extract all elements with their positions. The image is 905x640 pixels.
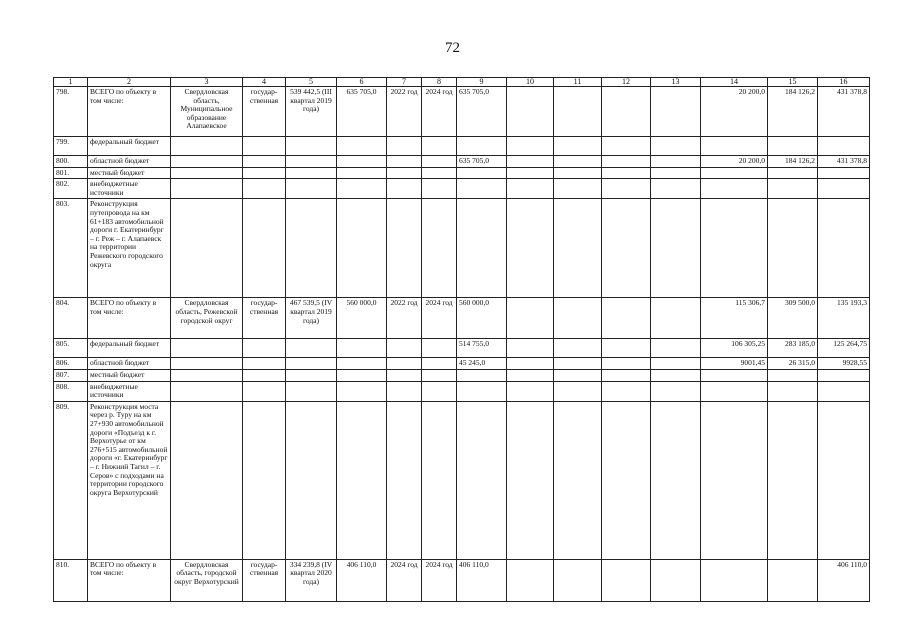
table-cell — [651, 381, 701, 401]
table-cell: 20 200,0 — [701, 156, 768, 168]
table-cell — [171, 156, 243, 168]
column-number: 13 — [651, 78, 701, 87]
table-cell — [554, 199, 602, 298]
table-cell — [422, 167, 457, 179]
table-cell — [243, 358, 286, 370]
table-cell — [457, 137, 507, 156]
table-cell — [286, 137, 337, 156]
table-cell: 2022 год — [387, 298, 422, 339]
table-cell — [818, 179, 870, 199]
table-cell — [651, 559, 701, 601]
table-cell — [651, 199, 701, 298]
table-cell — [651, 369, 701, 381]
column-number: 3 — [171, 78, 243, 87]
table-cell — [651, 339, 701, 358]
table-cell — [171, 199, 243, 298]
table-cell — [554, 179, 602, 199]
table-cell: государ-ственная — [243, 87, 286, 137]
table-cell: 467 539,5 (IV квартал 2019 года) — [286, 298, 337, 339]
table-cell — [507, 339, 554, 358]
table-cell — [507, 179, 554, 199]
table-cell: 798. — [54, 87, 88, 137]
table-cell — [507, 156, 554, 168]
column-number: 1 — [54, 78, 88, 87]
table-cell — [286, 401, 337, 559]
table-cell — [387, 358, 422, 370]
table-cell — [818, 369, 870, 381]
table-cell — [651, 401, 701, 559]
table-cell: местный бюджет — [88, 167, 171, 179]
table-cell: 309 500,0 — [768, 298, 818, 339]
table-cell: Свердловская область, городской округ Верхотурский — [171, 559, 243, 601]
table-cell — [602, 369, 651, 381]
table-cell: 184 126,2 — [768, 87, 818, 137]
table-cell: Свердловская область, Режевской городской округ — [171, 298, 243, 339]
table-cell — [554, 87, 602, 137]
table-cell — [422, 179, 457, 199]
table-cell: 2024 год — [422, 559, 457, 601]
table-cell: 809. — [54, 401, 88, 559]
table-cell — [651, 179, 701, 199]
column-number: 8 — [422, 78, 457, 87]
table-cell — [818, 381, 870, 401]
table-cell — [286, 199, 337, 298]
table-cell: 803. — [54, 199, 88, 298]
column-number: 9 — [457, 78, 507, 87]
column-number: 10 — [507, 78, 554, 87]
table-cell — [554, 358, 602, 370]
table-cell — [422, 339, 457, 358]
table-cell — [286, 381, 337, 401]
table-cell: ВСЕГО по объекту в том числе: — [88, 559, 171, 601]
table-cell — [337, 199, 387, 298]
table-cell — [602, 137, 651, 156]
table-cell — [602, 87, 651, 137]
table-cell: ВСЕГО по объекту в том числе: — [88, 87, 171, 137]
table-cell — [337, 137, 387, 156]
table-cell — [651, 298, 701, 339]
table-row — [54, 401, 870, 559]
table-cell — [701, 369, 768, 381]
table-cell — [602, 167, 651, 179]
table-cell: 805. — [54, 339, 88, 358]
table-cell — [387, 179, 422, 199]
table-cell — [243, 199, 286, 298]
table-cell — [243, 401, 286, 559]
table-cell — [507, 559, 554, 601]
table-cell — [651, 87, 701, 137]
table-cell — [554, 339, 602, 358]
table-cell — [818, 167, 870, 179]
table-cell — [602, 156, 651, 168]
table-cell — [171, 137, 243, 156]
table-cell: 20 200,0 — [701, 87, 768, 137]
table-cell: 635 705,0 — [457, 156, 507, 168]
table-cell — [507, 358, 554, 370]
column-number-row — [54, 78, 870, 87]
table-cell — [701, 167, 768, 179]
table-cell — [768, 369, 818, 381]
table-cell: 135 193,3 — [818, 298, 870, 339]
table-cell: 799. — [54, 137, 88, 156]
table-cell — [286, 156, 337, 168]
column-number: 5 — [286, 78, 337, 87]
table-cell — [651, 156, 701, 168]
table-cell — [171, 167, 243, 179]
table-cell: 802. — [54, 179, 88, 199]
table-cell — [286, 167, 337, 179]
table-cell — [507, 199, 554, 298]
table-cell: государ-ственная — [243, 298, 286, 339]
table-cell — [554, 369, 602, 381]
table-cell — [602, 559, 651, 601]
column-number: 16 — [818, 78, 870, 87]
table-cell — [768, 199, 818, 298]
table-cell — [337, 179, 387, 199]
table-cell: 2022 год — [387, 87, 422, 137]
table-cell — [171, 401, 243, 559]
table-cell: 807. — [54, 369, 88, 381]
table-cell: 26 315,0 — [768, 358, 818, 370]
column-number: 15 — [768, 78, 818, 87]
table-cell — [602, 298, 651, 339]
table-cell — [243, 167, 286, 179]
table-cell — [602, 358, 651, 370]
table-cell — [286, 339, 337, 358]
table-cell — [171, 381, 243, 401]
table-cell — [422, 156, 457, 168]
table-cell — [337, 369, 387, 381]
table-cell — [818, 401, 870, 559]
table-cell: 804. — [54, 298, 88, 339]
table-cell: 635 705,0 — [337, 87, 387, 137]
table-cell — [651, 358, 701, 370]
table-cell — [457, 179, 507, 199]
table-cell: 2024 год — [422, 298, 457, 339]
table-row — [54, 137, 870, 156]
column-number: 6 — [337, 78, 387, 87]
table-row — [54, 167, 870, 179]
investment-table — [53, 77, 870, 602]
table-cell — [507, 137, 554, 156]
column-number: 14 — [701, 78, 768, 87]
table-cell: 808. — [54, 381, 88, 401]
table-row — [54, 179, 870, 199]
table-cell: 810. — [54, 559, 88, 601]
table-cell: 125 264,75 — [818, 339, 870, 358]
table-cell: 406 110,0 — [337, 559, 387, 601]
table-cell — [507, 167, 554, 179]
table-cell: областной бюджет — [88, 358, 171, 370]
table-cell: 431 378,8 — [818, 87, 870, 137]
table-cell — [507, 381, 554, 401]
column-number: 12 — [602, 78, 651, 87]
table-cell: 800. — [54, 156, 88, 168]
table-cell — [554, 559, 602, 601]
table-cell — [337, 401, 387, 559]
table-cell — [337, 358, 387, 370]
table-cell — [507, 401, 554, 559]
table-cell — [701, 401, 768, 559]
table-cell: 514 755,0 — [457, 339, 507, 358]
table-cell — [171, 179, 243, 199]
table-cell: 9928,55 — [818, 358, 870, 370]
table-cell — [701, 137, 768, 156]
table-cell — [768, 167, 818, 179]
table-cell — [457, 199, 507, 298]
table-cell — [243, 381, 286, 401]
table-cell — [768, 179, 818, 199]
table-cell — [507, 369, 554, 381]
column-number: 7 — [387, 78, 422, 87]
table-cell — [602, 381, 651, 401]
table-cell — [422, 358, 457, 370]
table-cell — [768, 559, 818, 601]
table-cell — [337, 156, 387, 168]
table-cell — [286, 358, 337, 370]
table-cell: 806. — [54, 358, 88, 370]
table-cell: 406 110,0 — [818, 559, 870, 601]
table-cell — [818, 199, 870, 298]
table-cell: внебюджетные источники — [88, 381, 171, 401]
table-cell — [554, 167, 602, 179]
table-cell — [387, 156, 422, 168]
table-cell — [602, 401, 651, 559]
table-cell — [554, 298, 602, 339]
table-cell: 283 185,0 — [768, 339, 818, 358]
table-cell — [422, 199, 457, 298]
table-cell — [286, 369, 337, 381]
table-cell — [171, 358, 243, 370]
page-number: 72 — [445, 40, 460, 56]
table-cell: ВСЕГО по объекту в том числе: — [88, 298, 171, 339]
table-cell: федеральный бюджет — [88, 137, 171, 156]
table-cell — [554, 137, 602, 156]
table-cell — [457, 381, 507, 401]
table-cell — [387, 199, 422, 298]
table-cell: 106 305,25 — [701, 339, 768, 358]
table-cell: 45 245,0 — [457, 358, 507, 370]
table-cell — [651, 167, 701, 179]
table-cell — [457, 369, 507, 381]
table-cell: 9001,45 — [701, 358, 768, 370]
table-cell: Свердловская область, Муниципальное образование Алапаевское — [171, 87, 243, 137]
table-cell: Реконструкция путепровода на км 61+183 автомобильной дороги г. Екатеринбург – г. Реж – г. Алапаевск на территории Режевского городского округа — [88, 199, 171, 298]
table-cell — [701, 179, 768, 199]
table-cell — [422, 369, 457, 381]
table-row — [54, 156, 870, 168]
table-cell — [818, 137, 870, 156]
table-cell: 2024 год — [422, 87, 457, 137]
table-row — [54, 298, 870, 339]
table-cell — [507, 87, 554, 137]
table-cell — [337, 339, 387, 358]
table-cell — [554, 156, 602, 168]
table-cell — [701, 381, 768, 401]
table-cell: 801. — [54, 167, 88, 179]
table-cell — [243, 179, 286, 199]
table-cell — [554, 381, 602, 401]
table-cell: государ-ственная — [243, 559, 286, 601]
table-row — [54, 559, 870, 601]
table-row — [54, 339, 870, 358]
table-cell — [768, 137, 818, 156]
column-number: 11 — [554, 78, 602, 87]
table-cell: федеральный бюджет — [88, 339, 171, 358]
table-cell: внебюджетные источники — [88, 179, 171, 199]
table-cell: 635 705,0 — [457, 87, 507, 137]
table-cell: 560 000,0 — [337, 298, 387, 339]
table-cell — [422, 401, 457, 559]
table-row — [54, 369, 870, 381]
table-cell — [337, 381, 387, 401]
table-cell: местный бюджет — [88, 369, 171, 381]
table-cell — [602, 179, 651, 199]
table-cell: областной бюджет — [88, 156, 171, 168]
table-row — [54, 358, 870, 370]
table-cell — [387, 339, 422, 358]
table-cell — [243, 156, 286, 168]
table-cell — [768, 381, 818, 401]
table-cell: 2024 год — [387, 559, 422, 601]
table-cell — [387, 369, 422, 381]
table-cell: Реконструкция моста через р. Туру на км 27+930 автомобильной дороги «Подъезд к г. Верхотурье от км 276+515 автомобильной дороги «г. Екатеринбург – г. Нижний Тагил – г. Серов» с подходами на территории городского округа Верхотурский — [88, 401, 171, 559]
column-number: 2 — [88, 78, 171, 87]
table-cell — [768, 401, 818, 559]
table-cell — [602, 199, 651, 298]
table-cell — [602, 339, 651, 358]
table-cell — [701, 199, 768, 298]
table-cell — [171, 369, 243, 381]
table-cell — [286, 179, 337, 199]
table-cell — [337, 167, 387, 179]
table-cell: 115 306,7 — [701, 298, 768, 339]
table-cell — [422, 137, 457, 156]
table-cell: 539 442,5 (III квартал 2019 года) — [286, 87, 337, 137]
column-number: 4 — [243, 78, 286, 87]
table-row — [54, 87, 870, 137]
table-cell — [651, 137, 701, 156]
table-cell — [422, 381, 457, 401]
table-cell — [554, 401, 602, 559]
table-cell — [457, 167, 507, 179]
table-cell: 406 110,0 — [457, 559, 507, 601]
table-cell: 334 239,8 (IV квартал 2020 года) — [286, 559, 337, 601]
table-cell: 184 126,2 — [768, 156, 818, 168]
table-cell — [387, 381, 422, 401]
table-cell — [243, 369, 286, 381]
table-cell: 431 378,8 — [818, 156, 870, 168]
table-cell — [701, 559, 768, 601]
table-cell — [457, 401, 507, 559]
table-cell — [507, 298, 554, 339]
table-cell — [387, 137, 422, 156]
table-row — [54, 199, 870, 298]
table-row — [54, 381, 870, 401]
table-cell — [387, 401, 422, 559]
table-cell — [387, 167, 422, 179]
table-cell — [243, 137, 286, 156]
table-cell — [243, 339, 286, 358]
table-cell: 560 000,0 — [457, 298, 507, 339]
table-cell — [171, 339, 243, 358]
